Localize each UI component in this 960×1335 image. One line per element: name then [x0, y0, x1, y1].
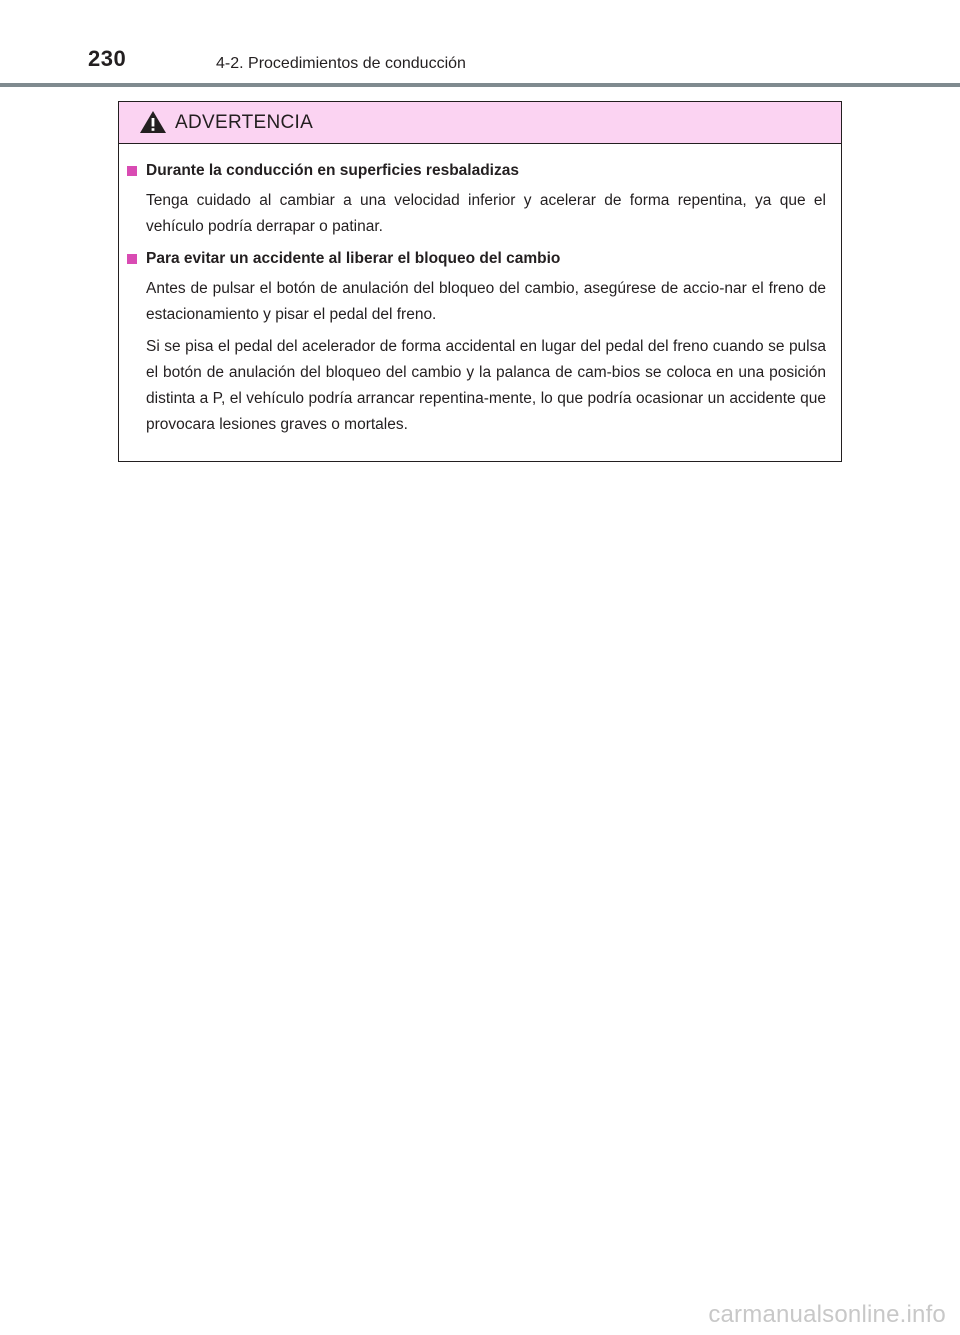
- warning-triangle-icon: [139, 110, 167, 134]
- section-heading: [127, 246, 826, 272]
- section-heading-text: Durante la conducción en superficies resbaladizas: [146, 162, 519, 179]
- running-head: 4-2. Procedimientos de conducción: [216, 55, 466, 72]
- warning-body: [119, 144, 841, 438]
- section-heading-text: Para evitar un accidente al liberar el bloqueo del cambio: [146, 250, 561, 267]
- warning-title: ADVERTENCIA: [175, 112, 314, 133]
- header-rule: [0, 83, 960, 87]
- bullet-square-icon: [127, 166, 137, 176]
- page-number: 230: [88, 46, 127, 71]
- paragraph: Tenga cuidado al cambiar a una velocidad inferior y acelerar de forma repentina, ya que el vehículo podría derrapar o patinar.: [146, 192, 826, 235]
- warning-header: [119, 102, 841, 144]
- section-heading: [127, 158, 826, 184]
- footer-watermark: carmanualsonline.info: [708, 1301, 946, 1328]
- warning-box: [118, 101, 842, 462]
- paragraph: Si se pisa el pedal del acelerador de forma accidental en lugar del pedal del freno cuando se pulsa el botón de anulación del bloqueo del cambio y la palanca de cam-bios se coloca en una posición distinta a P, el vehículo podría arrancar repentina-mente, lo que podría ocasionar un accidente que provocara lesiones graves o mortales.: [146, 338, 826, 433]
- paragraph: Antes de pulsar el botón de anulación del bloqueo del cambio, asegúrese de accio-nar el freno de estacionamiento y pisar el pedal del freno.: [146, 280, 826, 323]
- bullet-square-icon: [127, 254, 137, 264]
